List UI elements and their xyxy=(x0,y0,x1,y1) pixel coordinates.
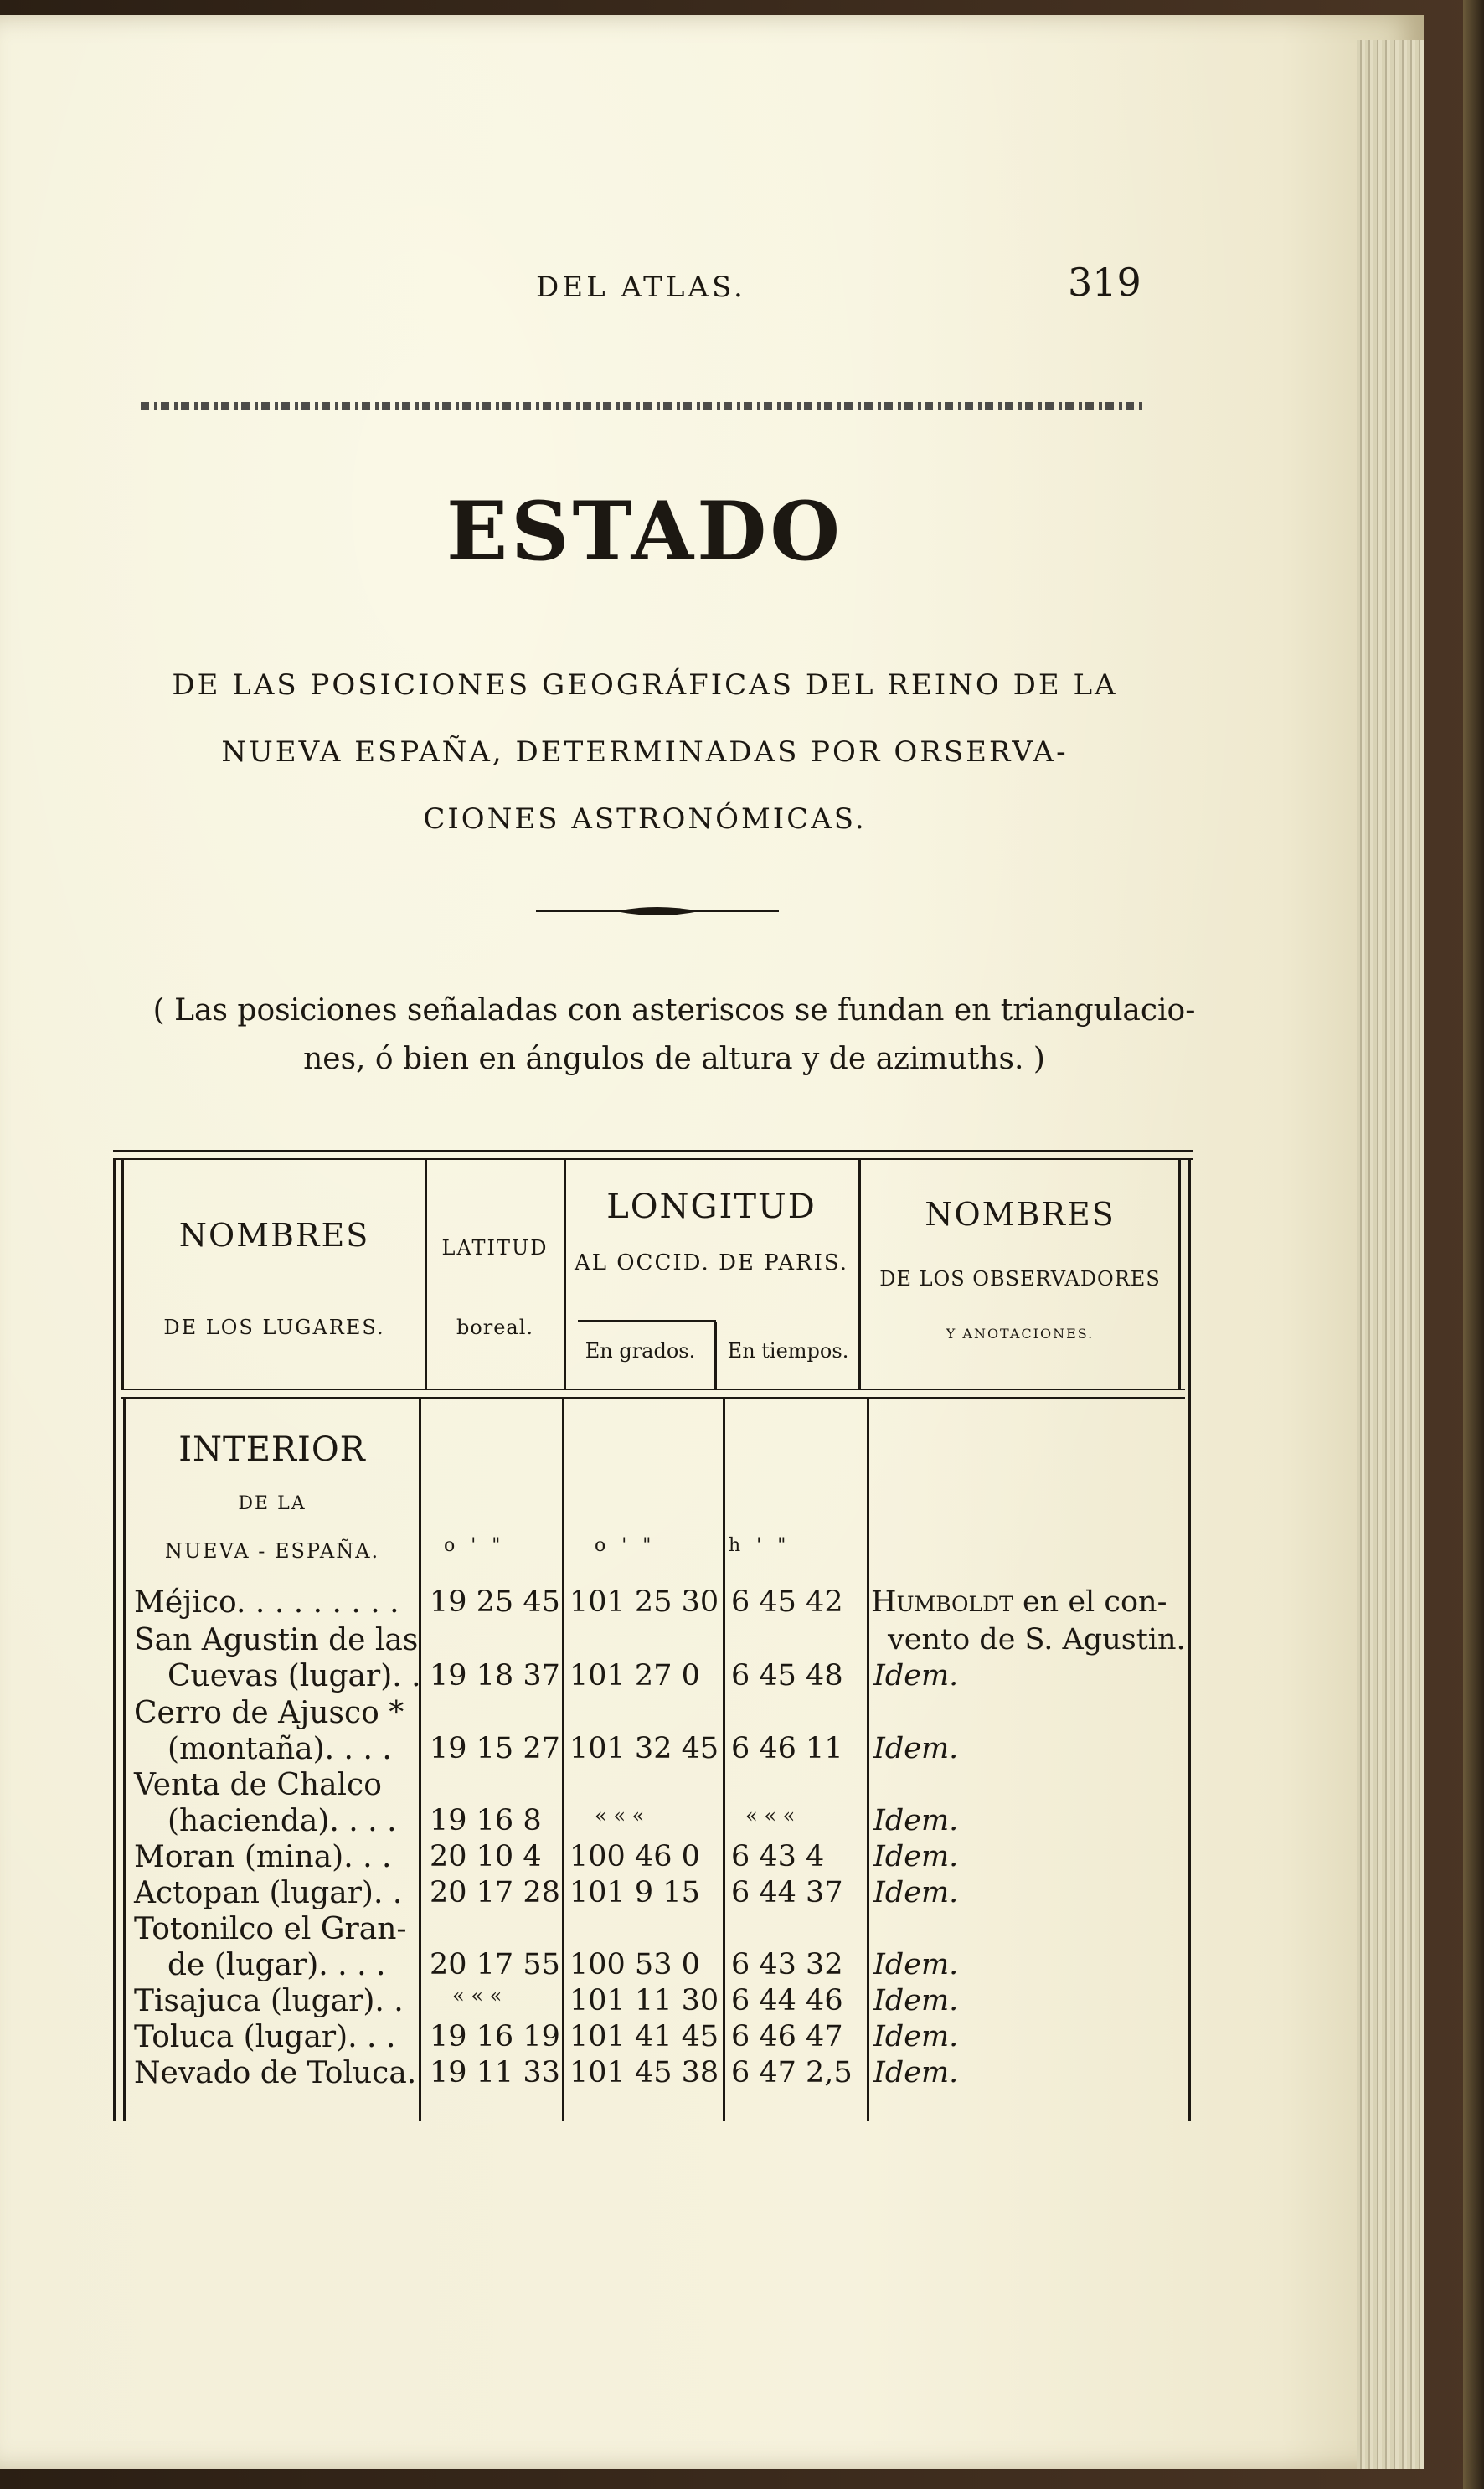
section-subtitle: DE LA xyxy=(238,1493,307,1514)
observer: Idem. xyxy=(873,1840,959,1873)
longitude-degrees: « « « xyxy=(595,1804,645,1827)
header-bottom-rule xyxy=(121,1397,1185,1399)
place-name: de (lugar). . . . xyxy=(167,1948,386,1982)
table-border-right xyxy=(1188,1158,1191,2121)
col-header-longitud: LONGITUD xyxy=(606,1188,817,1226)
page xyxy=(0,15,1424,2469)
table-border-left-inner xyxy=(121,1158,124,1389)
page-title: ESTADO xyxy=(446,484,844,579)
place-name: (montaña). . . . xyxy=(167,1732,392,1766)
book-cover-edge xyxy=(1463,0,1484,2489)
place-name: Méjico. . . . . . . . . xyxy=(134,1585,399,1620)
section-title: INTERIOR xyxy=(178,1430,366,1469)
col-header-latitud: LATITUD xyxy=(441,1236,549,1260)
table-top-rule xyxy=(113,1150,1193,1152)
observer: Idem. xyxy=(873,1948,959,1981)
col-header-lugares: DE LOS LUGARES. xyxy=(163,1316,385,1339)
longitude-time: « « « xyxy=(745,1804,796,1827)
latitude: 19 15 27 xyxy=(430,1732,560,1765)
observer: Idem. xyxy=(873,2056,959,2090)
place-name: Nevado de Toluca. xyxy=(134,2056,417,2090)
col-divider xyxy=(723,1399,725,2121)
explanatory-note xyxy=(142,987,1206,1084)
running-head: DEL ATLAS. xyxy=(536,271,746,304)
observer: Idem. xyxy=(873,1659,959,1693)
subtitle-line: DE LAS POSICIONES GEOGRÁFICAS DEL REINO DE LA xyxy=(172,668,1118,702)
observer xyxy=(871,1585,1167,1619)
col-header-al-occid: AL OCCID. DE PARIS. xyxy=(574,1250,849,1275)
col-header-anotaciones: Y ANOTACIONES. xyxy=(946,1326,1095,1342)
latitude: 19 11 33 xyxy=(430,2056,560,2090)
longitude-degrees: 101 41 45 xyxy=(569,2020,719,2054)
observer: Idem. xyxy=(873,1732,959,1765)
place-name: Cerro de Ajusco * xyxy=(134,1696,404,1730)
col-divider xyxy=(867,1399,869,2121)
latitude: 19 18 37 xyxy=(430,1659,560,1693)
observer-note: vento de S. Agustin. xyxy=(888,1623,1186,1657)
observer-note: en el con- xyxy=(1013,1585,1167,1619)
units-tiempos: h ' " xyxy=(729,1535,791,1556)
table-border-right-inner xyxy=(1178,1158,1181,1389)
longitude-degrees: 101 27 0 xyxy=(569,1659,700,1693)
longitude-time: 6 44 46 xyxy=(731,1984,843,2017)
place-name: Totonilco el Gran- xyxy=(134,1912,407,1946)
table-border-left xyxy=(113,1158,116,2121)
header-rule xyxy=(141,402,1146,410)
body-border-left xyxy=(123,1399,126,2121)
page-edges xyxy=(1357,40,1424,2469)
ornament-divider xyxy=(536,903,779,920)
col-header-nombres: NOMBRES xyxy=(178,1217,370,1254)
col-divider xyxy=(564,1158,566,1389)
place-name: Venta de Chalco xyxy=(134,1768,382,1802)
latitude: 20 17 28 xyxy=(430,1876,560,1909)
col-header-tiempos: En tiempos. xyxy=(727,1339,849,1363)
place-name: (hacienda). . . . xyxy=(167,1804,397,1838)
col-header-observadores: DE LOS OBSERVADORES xyxy=(879,1267,1161,1291)
longitude-degrees: 101 45 38 xyxy=(569,2056,719,2090)
place-name: Moran (mina). . . xyxy=(134,1840,392,1874)
latitude: « « « xyxy=(452,1984,502,2007)
longitude-degrees: 100 53 0 xyxy=(569,1948,700,1981)
units-grados: o ' " xyxy=(595,1535,657,1556)
col-divider xyxy=(419,1399,421,2121)
longitude-degrees: 101 25 30 xyxy=(569,1585,719,1619)
latitude: 20 17 55 xyxy=(430,1948,560,1981)
table-top-rule xyxy=(113,1158,1193,1160)
latitude: 19 16 19 xyxy=(430,2020,560,2054)
longitud-brace xyxy=(578,1320,716,1322)
observer: Idem. xyxy=(873,1804,959,1837)
place-name: Toluca (lugar). . . xyxy=(134,2020,396,2054)
place-name: Cuevas (lugar). . xyxy=(167,1659,421,1693)
longitude-time: 6 43 32 xyxy=(731,1948,843,1981)
observer: Idem. xyxy=(873,2020,959,2054)
place-name: Tisajuca (lugar). . xyxy=(134,1984,404,2018)
note-line: nes, ó bien en ángulos de altura y de azimuths. ) xyxy=(303,1042,1045,1076)
longitude-time: 6 46 11 xyxy=(731,1732,843,1765)
section-subtitle: NUEVA - ESPAÑA. xyxy=(164,1539,380,1563)
longitude-time: 6 47 2,5 xyxy=(731,2056,853,2090)
latitude: 20 10 4 xyxy=(430,1840,542,1873)
page-number: 319 xyxy=(1068,260,1141,305)
longitude-degrees: 101 9 15 xyxy=(569,1876,700,1909)
place-name: Actopan (lugar). . xyxy=(134,1876,403,1910)
latitude: 19 25 45 xyxy=(430,1585,560,1619)
observer: Idem. xyxy=(873,1984,959,2017)
longitude-degrees: 100 46 0 xyxy=(569,1840,700,1873)
subtitle-line: CIONES ASTRONÓMICAS. xyxy=(423,802,867,836)
col-divider xyxy=(562,1399,564,2121)
observer: Idem. xyxy=(873,1876,959,1909)
col-divider xyxy=(425,1158,427,1389)
longitude-time: 6 46 47 xyxy=(731,2020,843,2054)
col-header-boreal: boreal. xyxy=(456,1316,534,1339)
place-name: San Agustin de las xyxy=(134,1623,419,1657)
subtitle xyxy=(134,652,1156,853)
col-header-nombres-obs: NOMBRES xyxy=(925,1196,1116,1233)
col-divider xyxy=(714,1322,717,1389)
subtitle-line: NUEVA ESPAÑA, DETERMINADAS POR ORSERVA- xyxy=(221,735,1069,769)
longitude-degrees: 101 32 45 xyxy=(569,1732,719,1765)
col-header-grados: En grados. xyxy=(585,1339,696,1363)
latitude: 19 16 8 xyxy=(430,1804,542,1837)
header-bottom-rule xyxy=(121,1389,1185,1390)
longitude-time: 6 44 37 xyxy=(731,1876,843,1909)
col-divider xyxy=(858,1158,861,1389)
note-line: ( Las posiciones señaladas con asteriscos se fundan en triangulacio- xyxy=(152,993,1196,1028)
positions-table xyxy=(113,1150,1193,2121)
longitude-time: 6 45 42 xyxy=(731,1585,843,1619)
longitude-time: 6 45 48 xyxy=(731,1659,843,1693)
units-latitud: o ' " xyxy=(444,1535,506,1556)
observer-name: Humboldt xyxy=(871,1585,1013,1619)
longitude-degrees: 101 11 30 xyxy=(569,1984,719,2017)
longitude-time: 6 43 4 xyxy=(731,1840,825,1873)
